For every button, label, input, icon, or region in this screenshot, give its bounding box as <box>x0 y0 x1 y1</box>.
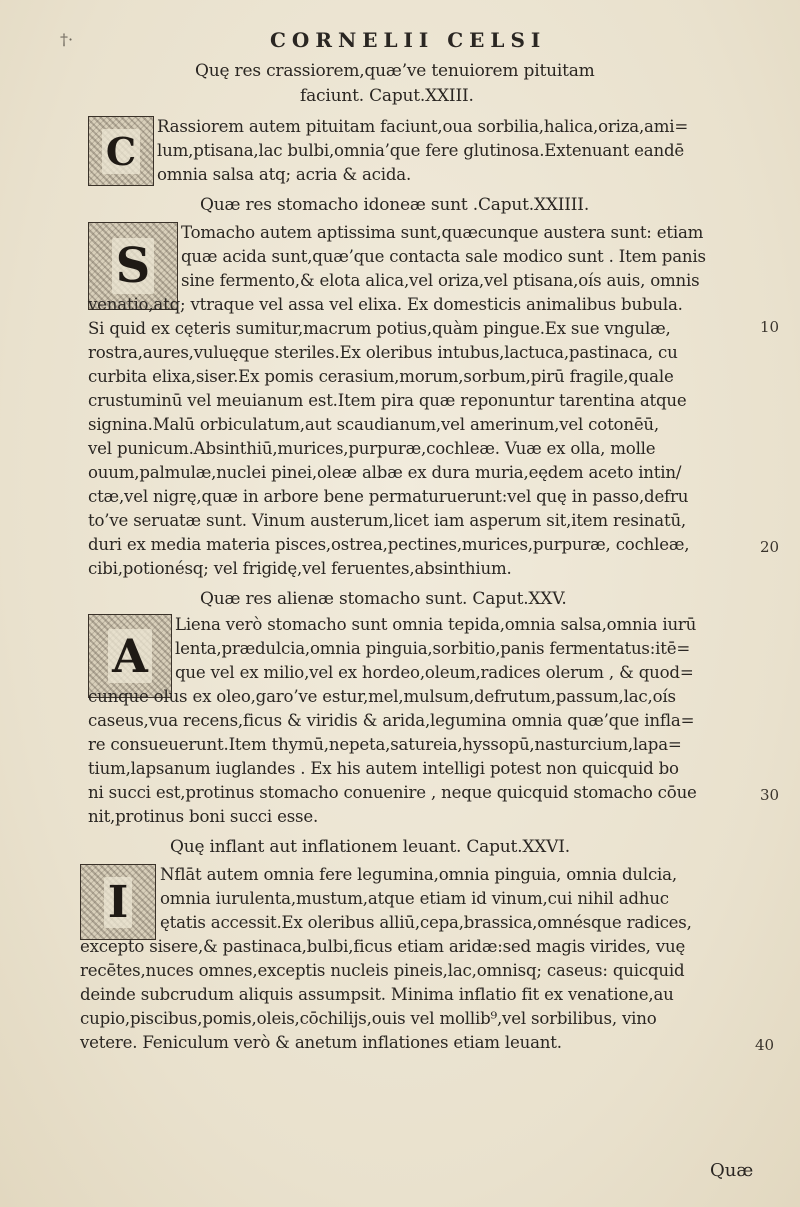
text-line: cupio,piscibus,pomis,oleis,cōchilijs,ouis vel mollib⁹,vel sorbilibus, vino <box>80 1009 657 1028</box>
decorated-initial: C <box>88 116 154 186</box>
margin-number: 20 <box>760 538 780 556</box>
text-line: to’ve seruatæ sunt. Vinum austerum,licet iam asperum sit,item resinatū, <box>88 511 687 530</box>
decorated-initial: I <box>80 864 156 940</box>
catchword: Quæ <box>710 1160 754 1181</box>
text-line: vel punicum.Absinthiū,murices,purpuræ,cochleæ. Vuæ ex olla, molle <box>88 439 656 458</box>
decorated-initial: A <box>88 614 172 698</box>
text-line: caseus,vua recens,ficus & viridis & arida,legumina omnia quæ’que infla= <box>88 711 695 730</box>
text-line: lum,ptisana,lac bulbi,omnia’que fere glutinosa.Extenuant eandē <box>157 141 684 160</box>
text-line: Nflāt autem omnia fere legumina,omnia pinguia, omnia dulcia, <box>160 865 677 884</box>
margin-number: 10 <box>760 318 780 336</box>
section-heading: Quę res crassiorem,quæ’ve tenuiorem pituitam <box>195 61 595 81</box>
section-heading: Quę inflant aut inflationem leuant. Caput.XXVI. <box>170 837 570 857</box>
section-heading: Quæ res stomacho idoneæ sunt .Caput.XXIIII. <box>200 195 590 215</box>
text-line: ni succi est,protinus stomacho conuenire , neque quicquid stomacho cōue <box>88 783 697 802</box>
text-line: cibi,potionésq; vel frigidę,vel feruentes,absinthium. <box>88 559 512 578</box>
running-head: CORNELII CELSI <box>270 28 547 52</box>
corner-mark: †· <box>60 30 74 49</box>
text-line: omnia iurulenta,mustum,atque etiam id vinum,cui nihil adhuc <box>160 889 669 908</box>
section-heading: Quæ res alienæ stomacho sunt. Caput.XXV. <box>200 589 567 609</box>
decorated-initial: S <box>88 222 178 310</box>
text-line: nit,protinus boni succi esse. <box>88 807 319 826</box>
text-line: re consueuerunt.Item thymū,nepeta,satureia,hyssopū,nasturcium,lapa= <box>88 735 682 754</box>
text-line: sine fermento,& elota alica,vel oriza,vel ptisana,oís auis, omnis <box>181 271 700 290</box>
text-line: deinde subcrudum aliquis assumpsit. Minima inflatio fit ex venatione,au <box>80 985 674 1004</box>
text-line: crustuminū vel meuianum est.Item pira quæ reponuntur tarentina atque <box>88 391 687 410</box>
section-heading: faciunt. Caput.XXIII. <box>300 86 474 106</box>
text-line: omnia salsa atq; acria & acida. <box>157 165 412 184</box>
text-line: Rassiorem autem pituitam faciunt,oua sorbilia,halica,oriza,ami= <box>157 117 689 136</box>
text-line: que vel ex milio,vel ex hordeo,oleum,radices olerum , & quod= <box>175 663 694 682</box>
margin-number: 30 <box>760 786 780 804</box>
text-line: ętatis accessit.Ex oleribus alliū,cepa,brassica,omnésque radices, <box>160 913 692 932</box>
text-line: duri ex media materia pisces,ostrea,pectines,murices,purpuræ, cochleæ, <box>88 535 690 554</box>
text-line: recētes,nuces omnes,exceptis nucleis pineis,lac,omnisq; caseus: quicquid <box>80 961 685 980</box>
margin-number: 40 <box>755 1036 775 1054</box>
text-line: signina.Malū orbiculatum,aut scaudianum,vel amerinum,vel cotonēū, <box>88 415 659 434</box>
text-line: quæ acida sunt,quæ’que contacta sale modico sunt . Item panis <box>181 247 706 266</box>
text-line: Tomacho autem aptissima sunt,quæcunque austera sunt: etiam <box>181 223 704 242</box>
text-line: Liena verò stomacho sunt omnia tepida,omnia salsa,omnia iurū <box>175 615 697 634</box>
text-line: lenta,prædulcia,omnia pinguia,sorbitio,panis fermentatus:itē= <box>175 639 691 658</box>
text-line: curbita elixa,siser.Ex pomis cerasium,morum,sorbum,pirū fragile,quale <box>88 367 674 386</box>
text-line: excepto sisere,& pastinaca,bulbi,ficus etiam aridæ:sed magis virides, vuę <box>80 937 686 956</box>
text-line: tium,lapsanum iuglandes . Ex his autem intelligi potest non quicquid bo <box>88 759 679 778</box>
text-line: cunque olus ex oleo,garo’ve estur,mel,mulsum,defrutum,passum,lac,oís <box>88 687 676 706</box>
text-line: Si quid ex cęteris sumitur,macrum potius,quàm pingue.Ex sue vngulæ, <box>88 319 671 338</box>
text-line: venatio,atq; vtraque vel assa vel elixa. Ex domesticis animalibus bubula. <box>88 295 683 314</box>
text-line: ctæ,vel nigrę,quæ in arbore bene permaturuerunt:vel quę in passo,defru <box>88 487 689 506</box>
text-line: ouum,palmulæ,nuclei pinei,oleæ albæ ex dura muria,eędem aceto intin/ <box>88 463 682 482</box>
text-line: vetere. Feniculum verò & anetum inflationes etiam leuant. <box>80 1033 562 1052</box>
text-line: rostra,aures,vuluęque steriles.Ex oleribus intubus,lactuca,pastinaca, cu <box>88 343 678 362</box>
